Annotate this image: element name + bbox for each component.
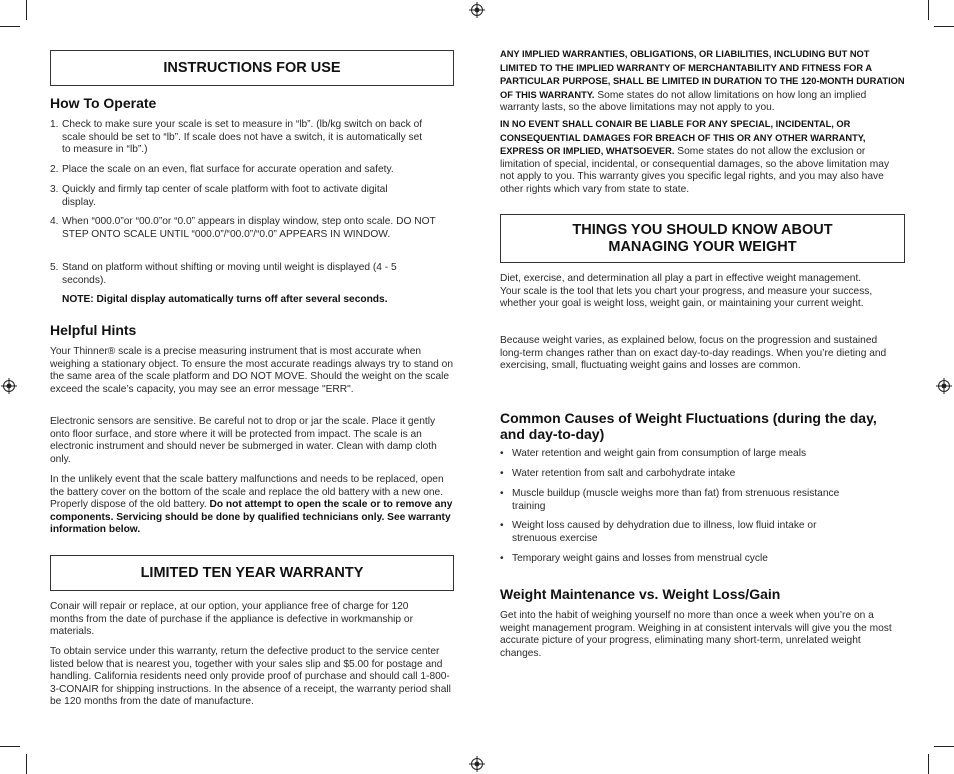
bullet-icon: • <box>500 553 504 564</box>
cause-item <box>500 520 860 545</box>
cause-text: Water retention from salt and carbohydrate intake <box>512 468 736 479</box>
hints-p3-warning: Do not attempt to open the scale or to remove any components. Servicing should be done by qualified technicians only. See warranty information below. <box>50 499 453 536</box>
registration-mark-right-icon <box>936 378 952 394</box>
bullet-icon: • <box>500 520 504 531</box>
step-text: Stand on platform without shifting or moving until weight is displayed (4 - 5 seconds). <box>62 262 397 286</box>
step-4 <box>50 216 445 241</box>
step-number: 5. <box>50 262 59 273</box>
cause-item <box>500 488 840 513</box>
hints-paragraph-2: Electronic sensors are sensitive. Be careful not to drop or jar the scale. Place it gently onto floor surface, and store where it will be protected from impact. The scale is an electronic instrument and should never be submerged in water. Clean with damp cloth only. <box>50 416 437 465</box>
display-note: NOTE: Digital display automatically turns off after several seconds. <box>62 294 388 305</box>
implied-warranty-text: Some states do not allow limitations on how long an implied warranty lasts, so the above limitations may not apply to you. <box>500 89 867 114</box>
hints-p3-text: In the unlikely event that the scale battery malfunctions and needs to be replaced, open the battery cover on the bottom of the scale and replace the old battery with a new one. Properly dispose of the old battery. <box>50 474 444 511</box>
cause-item <box>500 553 900 566</box>
warranty-title: LIMITED TEN YEAR WARRANTY <box>140 564 364 581</box>
no-event-caps: IN NO EVENT SHALL CONAIR BE LIABLE FOR ANY SPECIAL, INCIDENTAL, OR CONSEQUENTIAL DAMAGES FOR BREACH OF THIS OR ANY OTHER WARRANTY, EXPRESS OR IMPLIED, WHATSOEVER. <box>500 119 866 157</box>
instructions-title: INSTRUCTIONS FOR USE <box>163 59 341 76</box>
cause-text: Temporary weight gains and losses from menstrual cycle <box>512 553 768 564</box>
things-title-box <box>500 214 905 263</box>
implied-warranty-caps: ANY IMPLIED WARRANTIES, OBLIGATIONS, OR LIABILITIES, INCLUDING BUT NOT LIMITED TO THE IMPLIED WARRANTY OF MERCHANTABILITY AND FITNESS FOR A PARTICULAR PURPOSE, SHALL BE LIMITED IN DURATION TO THE 120-MONTH DURATION OF THIS WARRANTY. <box>500 49 905 100</box>
bullet-icon: • <box>500 468 504 479</box>
hints-p1-text: Your Thinner® scale is a precise measuring instrument that is most accurate when weighing a stationary object. To ensure the most accurate readings always try to stand on the same area of the scale platform and <box>50 346 454 383</box>
step-text: Quickly and firmly tap center of scale platform with foot to activate digital display. <box>62 184 388 208</box>
step-3 <box>50 184 400 209</box>
registration-mark-bottom-icon <box>469 756 485 772</box>
hints-paragraph-1 <box>50 346 454 396</box>
registration-mark-top-icon <box>469 2 485 18</box>
step-text: When “000.0”or “00.0”or “0.0” appears in display window, step onto scale. DO NOT STEP ONTO SCALE UNTIL “000.0”/“00.0”/“0.0” APPEARS IN WINDOW. <box>62 216 436 240</box>
causes-heading: Common Causes of Weight Fluctuations (during the day, and day-to-day) <box>500 410 877 442</box>
step-number: 3. <box>50 184 59 195</box>
step-number: 4. <box>50 216 59 227</box>
no-event-paragraph <box>500 118 905 197</box>
helpful-hints-heading: Helpful Hints <box>50 322 137 338</box>
cause-text: Muscle buildup (muscle weighs more than fat) from strenuous resistance training <box>512 488 840 512</box>
how-to-operate-heading: How To Operate <box>50 95 157 111</box>
things-paragraph-2: Because weight varies, as explained below, focus on the progression and sustained long-term changes rather than on exact day-to-day readings. When you’re dieting and exercising, small, fluctuating weight gains and losses are common. <box>500 335 887 372</box>
implied-warranty-paragraph <box>500 48 905 115</box>
warranty-paragraph-2: To obtain service under this warranty, return the defective product to the service center listed below that is nearest you, together with your sales slip and $5.00 for postage and handling. California residents need only provide proof of purchase and should call 1-800-3-CONAIR for shipping instructions. In the absence of a receipt, the warranty period shall be 120 months from the date of manufacture. <box>50 646 451 708</box>
hints-p1-text-end: . Should the weight on the scale exceed the scale’s capacity, you may see an error message "ERR". <box>50 371 450 395</box>
bullet-icon: • <box>500 488 504 499</box>
step-5 <box>50 262 425 287</box>
cause-text: Weight loss caused by dehydration due to illness, low fluid intake or strenuous exercise <box>512 520 817 544</box>
do-not-move-text: DO NOT MOVE <box>232 371 305 383</box>
step-2 <box>50 164 445 177</box>
things-title-line-1: THINGS YOU SHOULD KNOW ABOUT <box>572 221 833 238</box>
instructions-title-box <box>50 50 454 86</box>
cause-item <box>500 468 900 481</box>
step-text: Check to make sure your scale is set to measure in “lb”. (lb/kg switch on back of scale should be set to “lb”. If scale does not have a switch, it is automatically set to measure in “lb”.) <box>62 119 423 156</box>
things-title-line-2: MANAGING YOUR WEIGHT <box>608 238 797 255</box>
step-number: 1. <box>50 119 59 130</box>
step-1 <box>50 119 430 157</box>
cause-item <box>500 448 900 461</box>
warranty-title-box <box>50 555 454 591</box>
things-paragraph-1: Diet, exercise, and determination all play a part in effective weight management. Your scale is the tool that lets you chart your progress, and measure your success, whether your goal is weight loss, weight gain, or maintaining your current weight. <box>500 273 873 310</box>
hints-paragraph-3 <box>50 474 454 537</box>
bullet-icon: • <box>500 448 504 459</box>
registration-mark-left-icon <box>1 378 17 394</box>
maintenance-heading: Weight Maintenance vs. Weight Loss/Gain <box>500 586 781 602</box>
warranty-paragraph-1: Conair will repair or replace, at our option, your appliance free of charge for 120 months from the date of purchase if the appliance is defective in workmanship or materials. <box>50 601 413 638</box>
maintenance-paragraph: Get into the habit of weighing yourself no more than once a week when you’re on a weight management program. Weighing in at consistent intervals will give you the most accurate picture of your progress, eliminating many short-term, unrelated weight changes. <box>500 610 892 659</box>
step-number: 2. <box>50 164 59 175</box>
step-text: Place the scale on an even, flat surface for accurate operation and safety. <box>62 164 394 175</box>
no-event-text: Some states do not allow the exclusion or limitation of special, incidental, or consequential damages, so the above limitation may not apply to you. This warranty gives you specific legal rights, and you may also have other rights which vary from state to state. <box>500 146 890 195</box>
cause-text: Water retention and weight gain from consumption of large meals <box>512 448 807 459</box>
